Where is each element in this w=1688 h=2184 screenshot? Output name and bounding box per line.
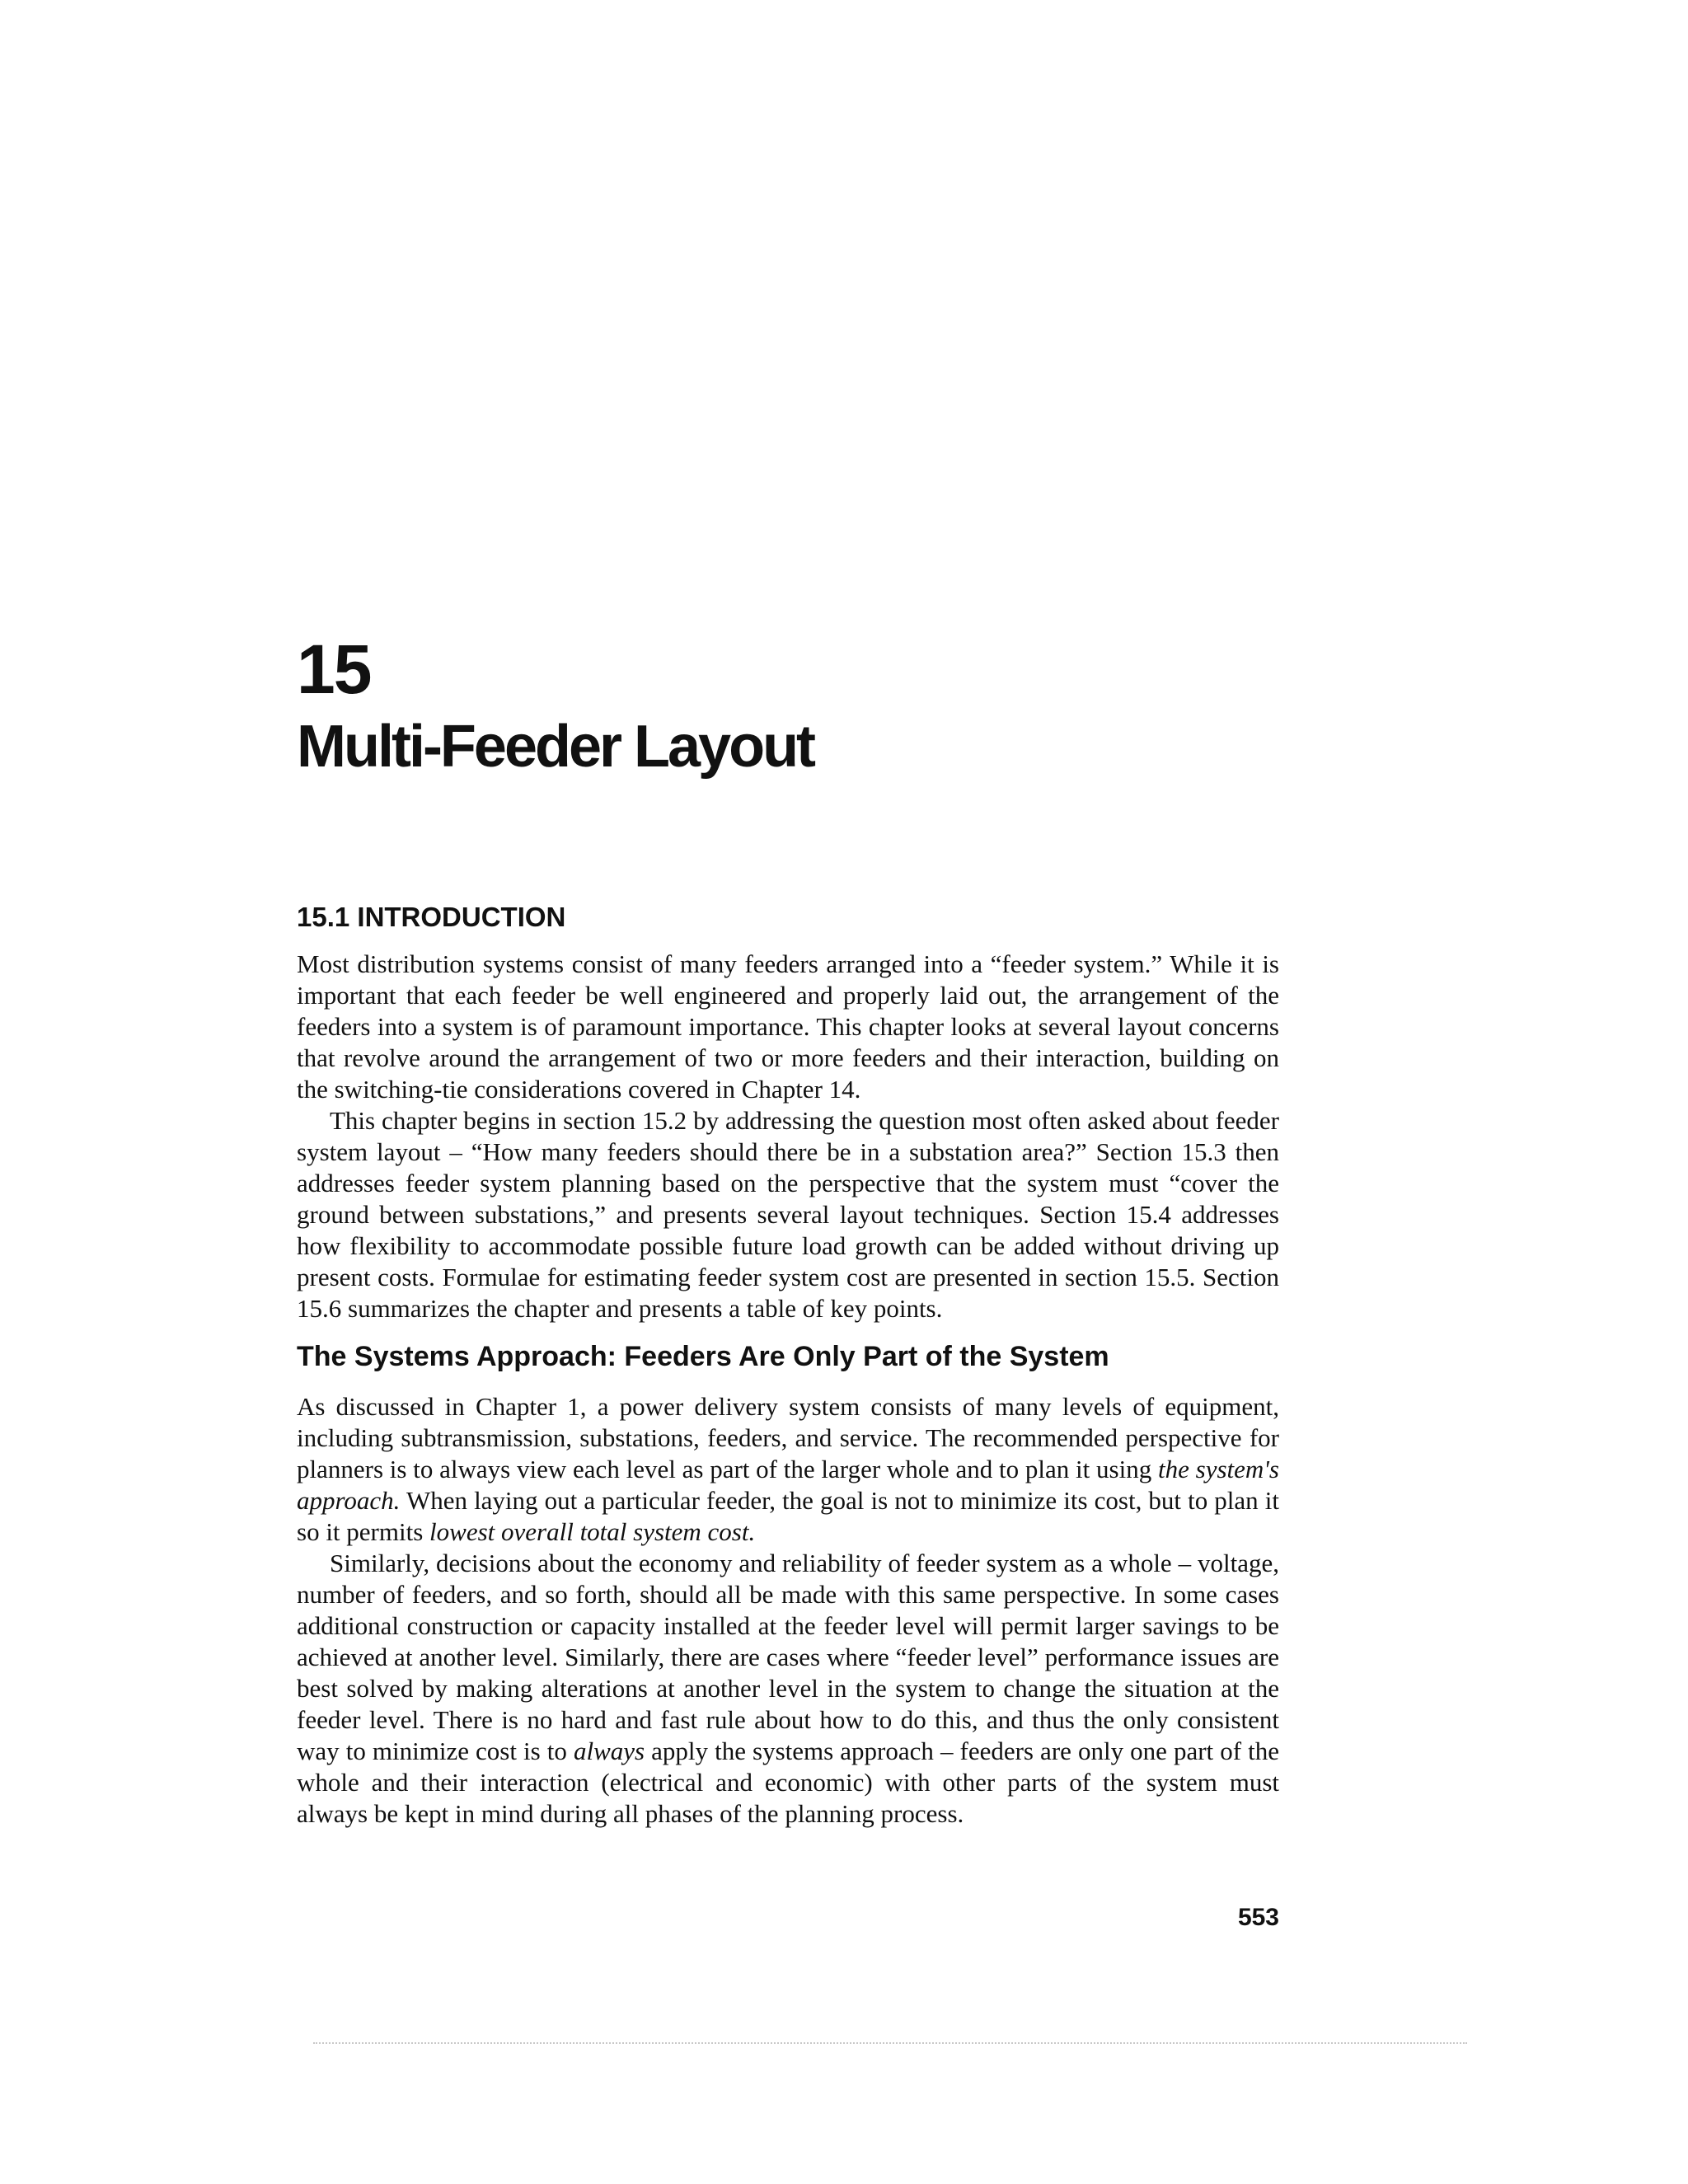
systems-paragraph-2-text-b: apply the systems approach – feeders are only one part of the whole and their interaction (electrical and economic) with other parts of the system must always be kept in mind during all phases of the planning process. (297, 1736, 1279, 1828)
systems-paragraph-1 (297, 1391, 1279, 1548)
systems-paragraph-2-text-a: Similarly, decisions about the economy and reliability of feeder system as a whole – voltage, number of feeders, and so forth, should all be made with this same perspective. In some cases additional construction or capacity installed at the feeder level will permit larger savings to be achieved at another level. Similarly, there are cases where “feeder level” performance issues are best solved by making alterations at another level in the system to change the situation at the feeder level. There is no hard and fast rule about how to do this, and thus the only consistent way to minimize cost is to (297, 1549, 1279, 1765)
systems-paragraph-1-text-b: When laying out a particular feeder, the goal is not to minimize its cost, but to plan it so it permits (297, 1486, 1279, 1546)
page-number: 553 (1237, 1904, 1279, 1931)
lowest-cost-emphasis: lowest overall total system cost. (429, 1517, 756, 1546)
section-heading-introduction: 15.1 INTRODUCTION (297, 902, 566, 932)
scan-artifact-divider (313, 2042, 1467, 2047)
systems-paragraph-1-text-a: As discussed in Chapter 1, a power delivery system consists of many levels of equipment, including subtransmission, substations, feeders, and service. The recommended perspective for planners is to always view each level as part of the larger whole and to plan it using (297, 1392, 1279, 1483)
chapter-title: Multi-Feeder Layout (297, 714, 814, 780)
systems-approach-emphasis: the system's approach. (297, 1455, 1279, 1515)
section-introduction (297, 901, 1279, 1324)
systems-paragraph-2 (297, 1548, 1279, 1830)
chapter-number: 15 (297, 630, 371, 708)
subsection-heading-systems-approach: The Systems Approach: Feeders Are Only Part of the System (297, 1341, 1109, 1372)
intro-paragraph-2: This chapter begins in section 15.2 by addressing the question most often asked about feeder system layout – “How many feeders should there be in a substation area?” Section 15.3 then addresses feeder system planning based on the perspective that the system must “cover the ground between substations,” and presents several layout techniques. Section 15.4 addresses how flexibility to accommodate possible future load growth can be added without driving up present costs. Formulae for estimating feeder system cost are presented in section 15.5. Section 15.6 summarizes the chapter and presents a table of key points. (297, 1106, 1279, 1323)
section-systems-approach (297, 1340, 1279, 1830)
always-emphasis: always (573, 1736, 645, 1765)
intro-paragraph-1: Most distribution systems consist of many feeders arranged into a “feeder system.” While it is important that each feeder be well engineered and properly laid out, the arrangement of the feeders into a system is of paramount importance. This chapter looks at several layout concerns that revolve around the arrangement of two or more feeders and their interaction, building on the switching-tie considerations covered in Chapter 14. (297, 949, 1279, 1104)
